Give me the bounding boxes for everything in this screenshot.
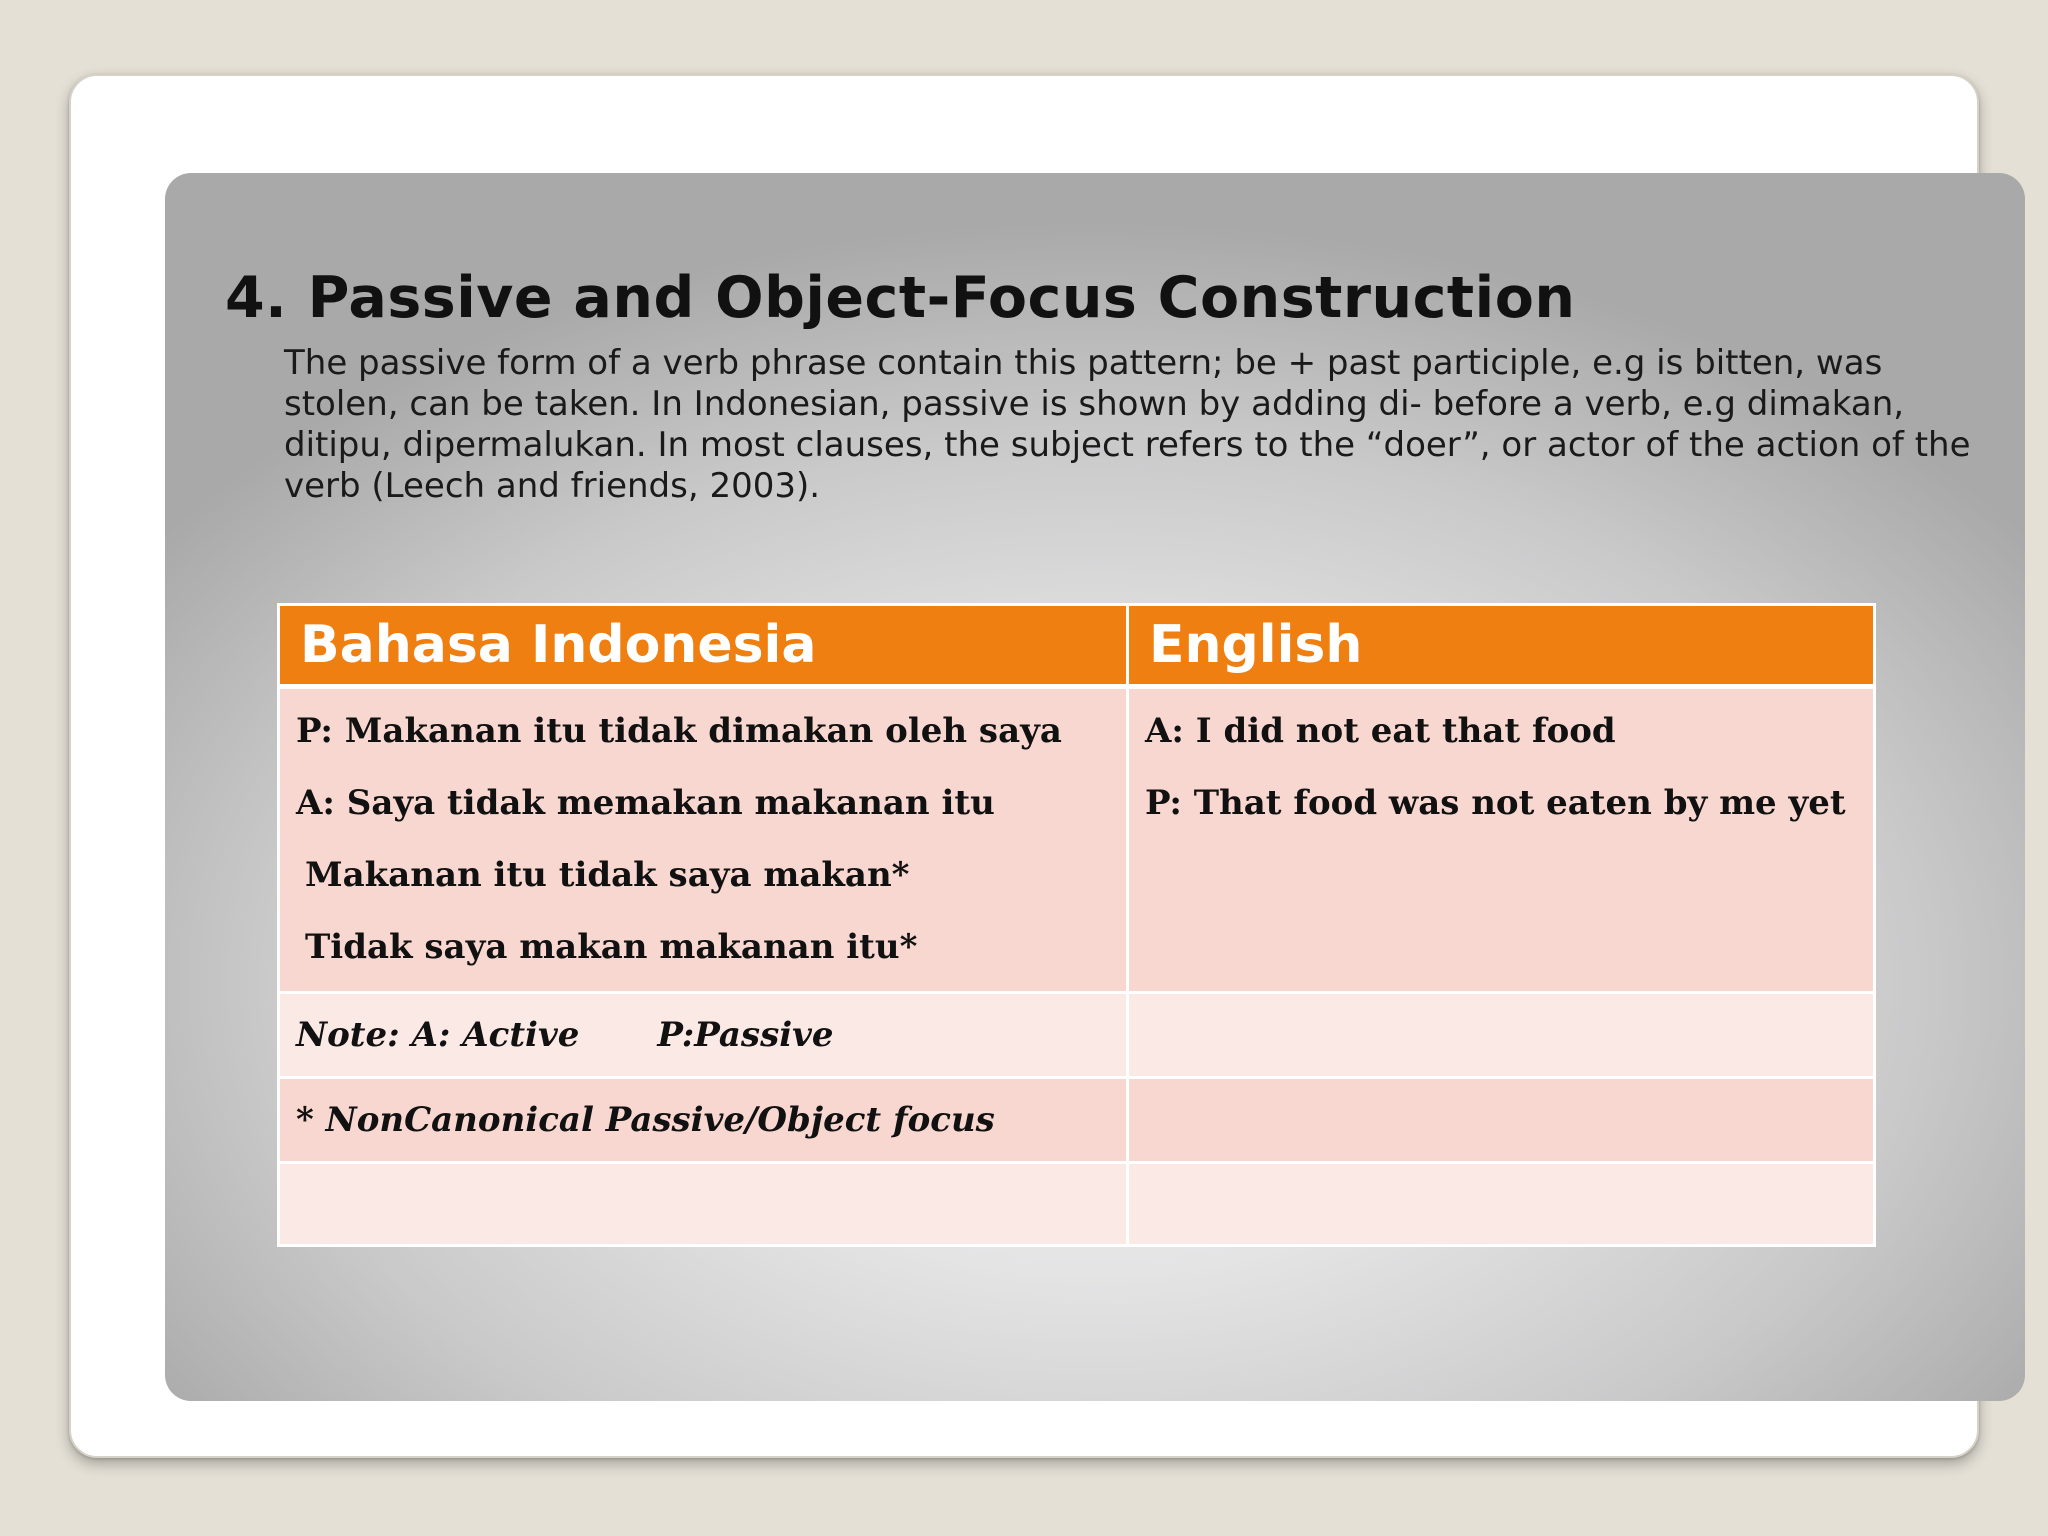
slide-panel: [165, 173, 2025, 1401]
slide-card: [69, 74, 1979, 1458]
note-passive: P:Passive: [657, 1015, 834, 1055]
note-active: Note: A: Active: [296, 1015, 580, 1055]
indonesian-line: P: Makanan itu tidak dimakan oleh saya: [296, 711, 1062, 751]
empty-cell: [1128, 993, 1875, 1078]
table-row: [279, 1078, 1875, 1163]
header-english: English: [1128, 605, 1875, 687]
header-bahasa-indonesia: Bahasa Indonesia: [279, 605, 1128, 687]
english-examples-cell: [1128, 687, 1875, 993]
indonesian-line: Makanan itu tidak saya makan*: [305, 855, 910, 895]
table-row: [279, 1163, 1875, 1246]
indonesian-examples-cell: [279, 687, 1128, 993]
slide-title: 4. Passive and Object-Focus Construction: [225, 265, 1576, 331]
empty-cell: [1128, 1163, 1875, 1246]
table-row: [279, 993, 1875, 1078]
slide-body-text: The passive form of a verb phrase contain this pattern; be + past participle, e.g is bitten, was stolen, can be taken. In Indonesian, passive is shown by adding di- before a verb, e.g dimakan, ditipu, dipermalukan. In most clauses, the subject refers to the “doer”, or actor of the action of the verb (Leech and friends, 2003).: [284, 343, 1971, 506]
empty-cell: [279, 1163, 1128, 1246]
english-line: A: I did not eat that food: [1145, 711, 1616, 751]
empty-cell: [1128, 1078, 1875, 1163]
indonesian-line: Tidak saya makan makanan itu*: [305, 927, 918, 967]
table-header-row: [279, 605, 1875, 687]
indonesian-line: A: Saya tidak memakan makanan itu: [296, 783, 995, 823]
noncanonical-note-cell: * NonCanonical Passive/Object focus: [279, 1078, 1128, 1163]
table-row: [279, 687, 1875, 993]
comparison-table: [277, 603, 1876, 1247]
english-line: P: That food was not eaten by me yet: [1145, 783, 1846, 823]
note-cell: [279, 993, 1128, 1078]
